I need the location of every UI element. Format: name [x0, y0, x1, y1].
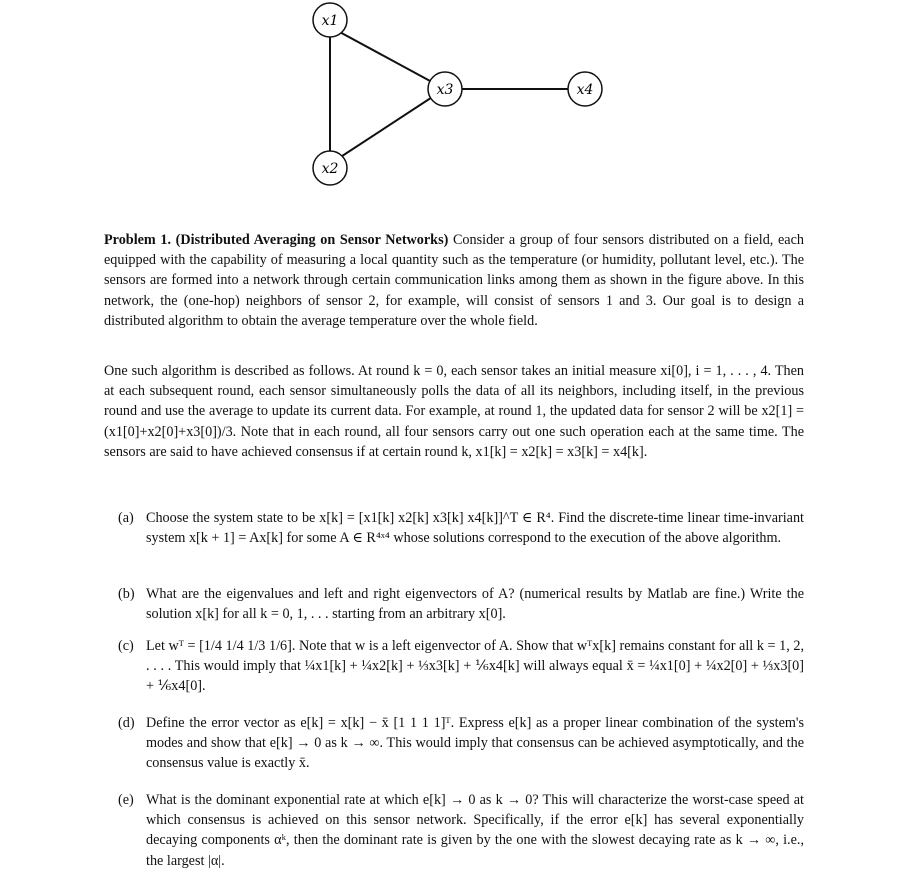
part-d — [118, 713, 804, 774]
node-x2 — [313, 151, 347, 185]
part-label: (a) — [118, 510, 134, 526]
part-a — [118, 508, 804, 548]
node-x4 — [568, 72, 602, 106]
edge-x1-x3 — [336, 30, 443, 88]
problem-intro: Consider a group of four sensors distributed on a field, each equipped with the capability of measuring a local quantity such as the temperature (or humidity, pollutant level, etc.). The sensors are formed into a network through certain communication links among them as shown in the figure above. In this network, the (one-hop) neighbors of sensor 2, for example, will consist of sensors 1 and 3. Our goal is to design a distributed algorithm to obtain the average temperature over the whole field. — [104, 232, 804, 329]
part-label: (b) — [118, 586, 135, 602]
node-x3-label: x3 — [436, 82, 454, 98]
part-b — [118, 584, 804, 624]
part-text: What is the dominant exponential rate at which e[k] → 0 as k → 0? This will characterize the worst-case speed at which consensus is achieved on this sensor network. Specifically, if the error e[k] has several exponentially decaying components αᵏ, then the dominant rate is given by the one with the slowest decaying rate as k → ∞, i.e., the largest |α|. — [146, 792, 804, 869]
part-text: What are the eigenvalues and left and right eigenvectors of A? (numerical results by Matlab are fine.) Write the solution x[k] for all k = 0, 1, . . . starting from an arbitrary x[0]. — [146, 586, 804, 623]
part-e — [118, 790, 804, 871]
node-x1-label: x1 — [321, 13, 339, 29]
part-label: (c) — [118, 638, 134, 654]
node-x4-label: x4 — [576, 82, 594, 98]
edge-x2-x3 — [336, 90, 443, 160]
node-x3 — [428, 72, 462, 106]
node-x1 — [313, 3, 347, 37]
sensor-network-figure — [0, 0, 914, 200]
part-text: Define the error vector as e[k] = x[k] − x̄ [1 1 1 1]ᵀ. Express e[k] as a proper linear combination of the system's modes and show that e[k] → 0 as k → ∞. This would imply that consensus can be achieved asymptotically, and the consensus value is exactly x̄. — [146, 715, 804, 772]
problem-title: Problem 1. (Distributed Averaging on Sensor Networks) — [104, 232, 449, 248]
part-c — [118, 636, 804, 697]
part-label: (e) — [118, 792, 134, 808]
part-text: Let wᵀ = [1/4 1/4 1/3 1/6]. Note that w is a left eigenvector of A. Show that wᵀx[k] remains constant for all k = 1, 2, . . . . This would imply that ¼x1[k] + ¼x2[k] + ⅓x3[k] + ⅙x4[k] will always equal x̄ = ¼x1[0] + ¼x2[0] + ⅓x3[0] + ⅙x4[0]. — [146, 638, 804, 695]
node-x2-label: x2 — [321, 161, 339, 177]
algorithm-paragraph: One such algorithm is described as follows. At round k = 0, each sensor takes an initial measure xi[0], i = 1, . . . , 4. Then at each subsequent round, each sensor simultaneously polls the data of all its neighbors, including itself, in the previous round and use the average to update its current data. For example, at round 1, the updated data for sensor 2 will be x2[1] = (x1[0]+x2[0]+x3[0])/3. Note that in each round, all four sensors carry out one such operation each at the same time. The sensors are said to have achieved consensus if at certain round k, x1[k] = x2[k] = x3[k] = x4[k]. — [104, 363, 804, 460]
algorithm-description — [104, 361, 804, 462]
part-text: Choose the system state to be x[k] = [x1[k] x2[k] x3[k] x4[k]]^T ∈ R⁴. Find the discrete-time linear time-invariant system x[k + 1] = Ax[k] for some A ∈ R⁴ˣ⁴ whose solutions correspond to the execution of the above algorithm. — [146, 510, 804, 547]
problem-statement — [104, 230, 804, 331]
part-label: (d) — [118, 715, 135, 731]
